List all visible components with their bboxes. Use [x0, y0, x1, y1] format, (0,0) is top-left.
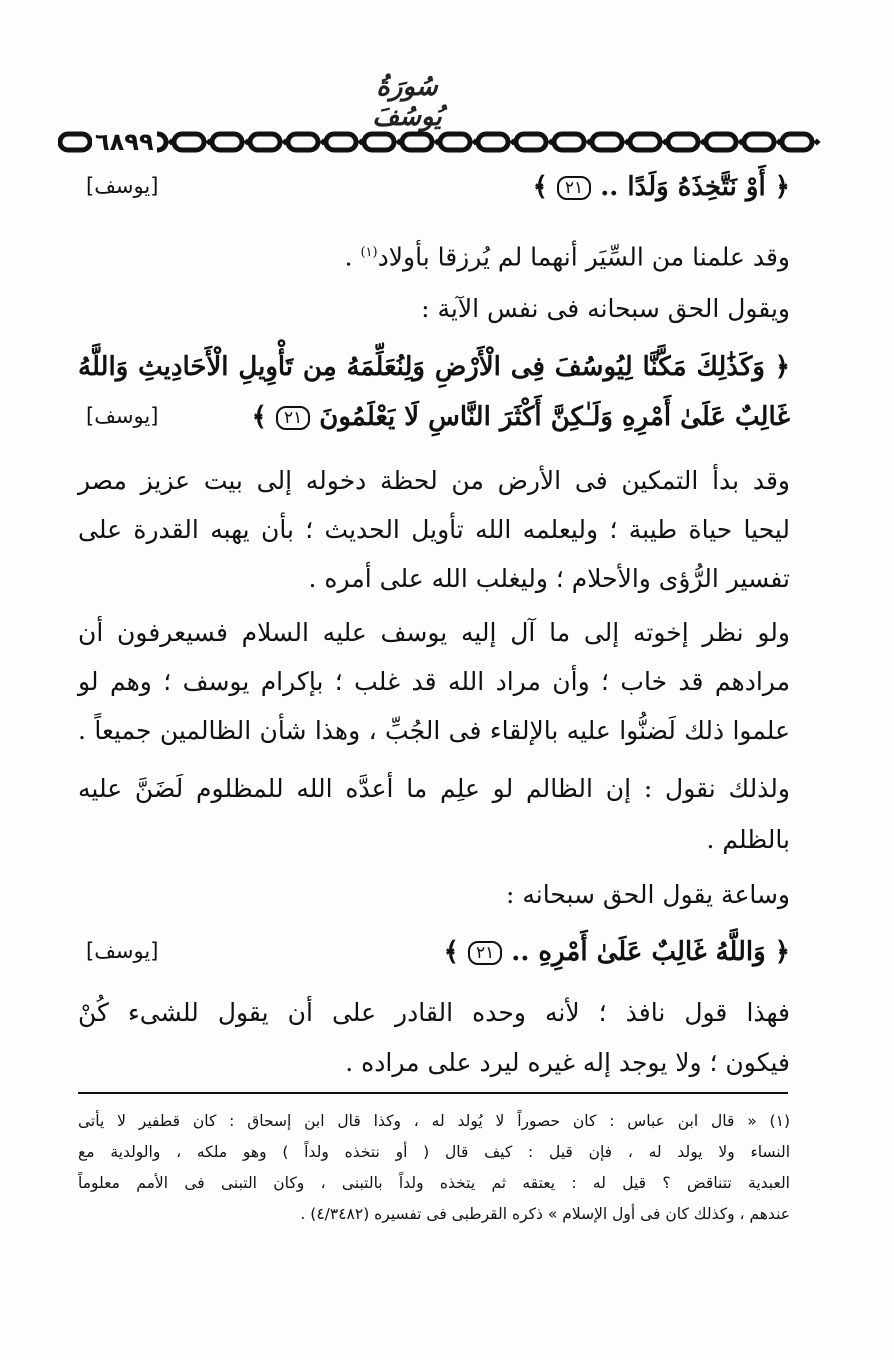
verse-number: ٢١ — [557, 176, 591, 200]
sura-reference: [يوسف] — [86, 174, 159, 198]
paragraph-line: فيكون ؛ ولا يوجد إله غيره ليرد على مراده . — [345, 1048, 790, 1077]
verse-text: ﴿ أَوْ نَتَّخِذَهُ وَلَدًا .. — [591, 172, 790, 202]
footnote-marker: (١) — [360, 245, 378, 260]
paragraph-line: ليحيا حياة طيبة ؛ وليعلمه الله تأويل الحديث ؛ بأن يهبه القدرة على — [78, 515, 790, 544]
paragraph-line: مرادهم قد خاب ؛ وأن مراد الله قد غلب ؛ بإكرام يوسف ؛ وهم لو — [78, 667, 790, 696]
chain-link — [288, 134, 318, 150]
chain-link — [478, 134, 508, 150]
paragraph-line: تفسير الرُّؤى والأحلام ؛ وليغلب الله على أمره . — [308, 564, 790, 593]
chain-link — [440, 134, 470, 150]
verse-line — [252, 400, 790, 434]
paragraph-line: وقد بدأ التمكين فى الأرض من لحظة دخوله إلى بيت عزيز مصر — [78, 466, 790, 495]
sentence-end: . — [344, 242, 361, 272]
verse-text: غَالِبٌ عَلَىٰ أَمْرِهِ وَلَـٰكِنَّ أَكْثَرَ النَّاسِ لَا يَعْلَمُونَ — [310, 402, 790, 432]
sura-reference: [يوسف] — [86, 939, 159, 963]
verse-number: ٢١ — [468, 941, 502, 965]
chain-link — [402, 134, 432, 150]
paragraph-line: فهذا قول نافذ ؛ لأنه وحده القادر على أن يقول للشىء كُنْ — [78, 998, 790, 1027]
verse-close-bracket: ﴾ — [251, 402, 276, 432]
verse-close-bracket: ﴾ — [532, 172, 557, 202]
paragraph-line: وساعة يقول الحق سبحانه : — [505, 880, 790, 909]
footnote-line: العبدية تتناقض ؟ قيل له : يعتقه ثم يتخذه ولداً بالتبنى ، وكان التبنى فى الأمم معلوماً — [78, 1174, 790, 1192]
paragraph-line: بالظلم . — [706, 825, 790, 854]
chain-link — [174, 134, 204, 150]
chain-link — [744, 134, 774, 150]
chain-link — [592, 134, 622, 150]
chain-link — [364, 134, 394, 150]
chain-link — [706, 134, 736, 150]
sura-title: سُورَةُ يُوسُفَ — [372, 72, 442, 132]
chain-link — [60, 134, 90, 150]
chain-link — [630, 134, 660, 150]
chain-ornament-band — [58, 125, 826, 159]
verse-line: ﴿ وَكَذَٰلِكَ مَكَّنَّا لِيُوسُفَ فِى الْأَرْضِ وَلِنُعَلِّمَهُ مِن تَأْوِيلِ الْأَحَادِيثِ وَاللَّهُ — [78, 352, 790, 382]
paragraph-line: ولو نظر إخوته إلى ما آل إليه يوسف عليه السلام فسيعرفون أن — [78, 618, 790, 647]
chain-link — [554, 134, 584, 150]
chain-link — [668, 134, 698, 150]
verse-close-bracket: ﴾ — [443, 937, 468, 967]
chain-link — [250, 134, 280, 150]
verse-text: ﴿ وَاللَّهُ غَالِبٌ عَلَىٰ أَمْرِهِ .. — [502, 937, 790, 967]
page-number: ٦٨٩٩ — [92, 125, 157, 159]
paragraph-text: وقد علمنا من السِّيَر أنهما لم يُرزقا بأولاد — [377, 242, 790, 272]
paragraph-line: علموا ذلك لَضنُّوا عليه بالإلقاء فى الجُبِّ ، وهذا شأن الظالمين جميعاً . — [78, 716, 790, 745]
paragraph-line: ولذلك نقول : إن الظالم لو علِم ما أعدَّه الله للمظلوم لَضَنَّ عليه — [78, 774, 790, 803]
footnote-line: عندهم ، وكذلك كان فى أول الإسلام » ذكره القرطبى فى تفسيره (٤/٣٤٨٢) . — [300, 1205, 790, 1223]
footnote-line: (١) « قال ابن عباس : كان حصوراً لا يُولد له ، وكذا قال ابن إسحاق : كان قطفير لا يأتى — [78, 1112, 790, 1130]
paragraph-line: ويقول الحق سبحانه فى نفس الآية : — [421, 294, 790, 323]
chain-diamond — [813, 138, 820, 145]
footnote-divider — [78, 1092, 788, 1094]
paragraph-line — [345, 236, 790, 274]
chain-link — [782, 134, 812, 150]
footnote-line: النساء ولا يولد له ، فإن قيل : كيف قال ( أو نتخذه ولداً ) وهو ملكه ، والولدية مع — [78, 1143, 790, 1161]
verse-line — [533, 170, 790, 204]
chain-link — [516, 134, 546, 150]
verse-number: ٢١ — [276, 406, 310, 430]
sura-reference: [يوسف] — [86, 404, 159, 428]
verse-line — [444, 935, 790, 969]
chain-link — [212, 134, 242, 150]
chain-link — [326, 134, 356, 150]
